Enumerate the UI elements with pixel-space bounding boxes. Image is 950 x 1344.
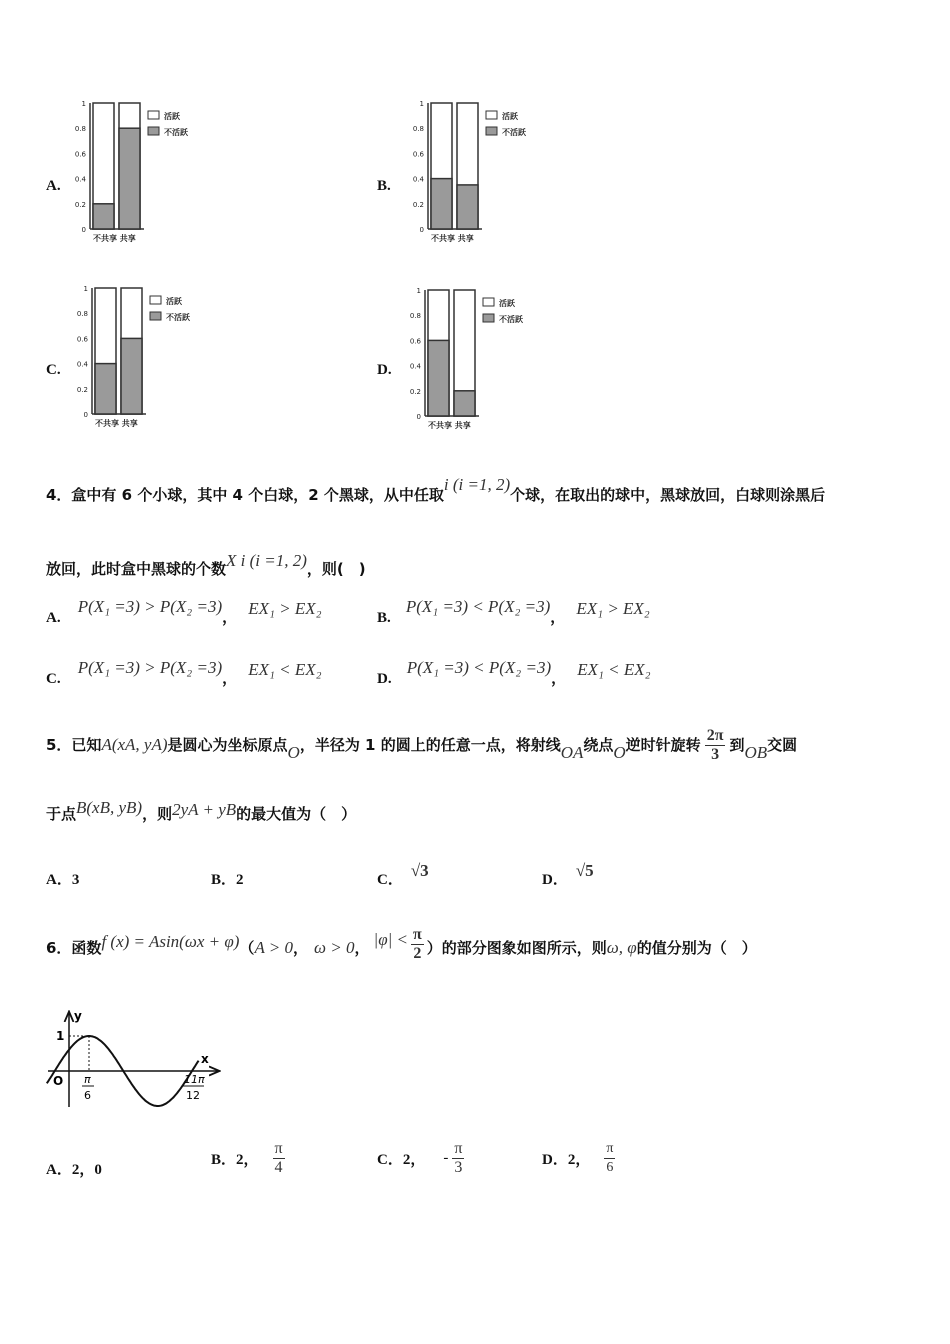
option-label: D．2， [542,1151,591,1168]
q6-math-func: f (x) = Asin(ωx + φ) [101,932,240,951]
bar-bottom-0 [428,340,449,416]
q5-option-a[interactable] [46,868,79,889]
fraction-denominator: 3 [454,1158,463,1176]
origin-label: O [53,1074,64,1088]
q3-chart-c [72,280,212,435]
option-expect: EX₁ < EX₂ [577,660,651,679]
bar-bottom-1 [121,338,142,414]
legend-swatch-0 [150,296,161,304]
tick-label: 0.8 [74,125,86,134]
tick-label: 0.4 [412,175,424,184]
q5-math-b: B(xB, yB) [76,798,143,817]
legend-swatch-0 [148,111,159,119]
legend-swatch-1 [148,127,159,135]
q5-text: 5．已知 [46,736,102,754]
option-label: D． [542,872,568,888]
q3-option-c-label: C. [46,362,61,378]
option-label: B. [377,610,391,626]
q5-text: 交圆 [767,736,798,754]
q6-option-b[interactable] [211,1136,285,1180]
q6-option-a[interactable] [46,1158,102,1179]
tick-label: 0 [83,411,88,419]
comma: ， [550,610,566,626]
q4-text: ，则( ) [306,560,366,578]
comma: ， [222,610,238,626]
q4-option-a[interactable] [46,597,322,627]
q5-math-o2: O [613,743,626,762]
x-label: x [201,1052,209,1066]
q5-math-ob: OB [744,743,768,762]
x-tick-11pi12-den: 12 [186,1089,200,1102]
q5-text: ，则 [142,805,173,823]
q6-math-phi: |φ| < [373,930,408,949]
fraction-numerator: π [413,926,422,943]
tick-label: 0.4 [76,360,88,369]
q5-option-d[interactable] [542,861,594,889]
q5-text: 绕点 [583,736,614,754]
q6-text: 的值分别为（ ） [636,939,757,957]
bar-bottom-0 [93,204,114,229]
option-value: √3 [410,861,429,880]
q6-text: 6．函数 [46,939,102,957]
tick-label: 0.4 [74,175,86,184]
bar-bottom-1 [457,185,478,229]
option-value: 3 [71,872,80,888]
option-label: A． [46,872,72,888]
tick-label: 0 [416,413,421,421]
legend-label-0: 活跃 [166,297,182,306]
q4-option-b[interactable] [377,597,650,627]
option-fraction [273,1140,285,1177]
option-label: C．2， [377,1151,426,1168]
option-prob: P(X₁ =3) < P(X₂ =3) [406,658,552,677]
q3-chart-b [408,95,548,250]
q5-math-o: O [287,743,300,762]
q5-stem-line1 [46,727,797,764]
bar-bottom-1 [454,391,475,416]
q3-option-d-label: D. [377,362,392,378]
fraction-denominator: 4 [274,1158,283,1176]
q3-chart-d [405,282,545,437]
option-label: A．2，0 [46,1162,102,1178]
fraction-numerator: π [604,1140,615,1159]
q5-option-c[interactable] [377,861,429,889]
option-label: B． [211,872,237,888]
comma: ， [222,671,238,687]
q4-text: 个球，在取出的球中，黑球放回，白球则涂黑后 [510,486,826,504]
q5-math-oa: OA [560,743,584,762]
tick-label: 1 [81,100,86,108]
option-fraction [452,1140,464,1177]
q4-math-i: i (i =1, 2) [443,475,511,494]
option-label: A. [46,610,61,626]
option-label: C． [377,872,403,888]
tick-label: 1 [416,287,421,295]
tick-label: 0.8 [76,310,88,319]
category-labels: 不共享 共享 [95,419,138,428]
legend-label-1: 不活跃 [502,128,526,137]
q6-math-omega: ω > 0 [314,938,355,957]
option-prob: P(X₁ =3) < P(X₂ =3) [405,597,551,616]
q5-text: 逆时针旋转 [625,736,701,754]
q4-text: 4．盒中有 6 个小球，其中 4 个白球，2 个黑球，从中任取 [46,486,444,504]
tick-label: 1 [419,100,424,108]
q3-chart-a [70,95,210,250]
legend-swatch-0 [486,111,497,119]
tick-label: 1 [83,285,88,293]
q6-stem [46,926,757,967]
q4-option-c[interactable] [46,658,322,688]
tick-label: 0 [419,226,424,234]
q5-option-b[interactable] [211,868,244,889]
q6-text: ， [293,939,309,957]
q6-fraction [411,926,424,963]
category-labels: 不共享 共享 [431,234,474,243]
option-fraction [604,1140,615,1177]
comma: ， [551,671,567,687]
q5-fraction [705,727,726,764]
q5-text: ，半径为 1 的圆上的任意一点，将射线 [299,736,561,754]
q4-option-d[interactable] [377,658,651,688]
q6-text: ， [354,939,370,957]
tick-label: 0.6 [76,335,88,344]
legend-label-1: 不活跃 [164,128,188,137]
q5-math-a: A(xA, yA) [101,735,168,754]
category-labels: 不共享 共享 [93,234,136,243]
legend-swatch-1 [150,312,161,320]
tick-label: 0.2 [412,200,424,209]
q5-text: 到 [729,736,745,754]
legend-swatch-0 [483,298,494,306]
option-label: C. [46,671,61,687]
legend-label-0: 活跃 [164,112,180,121]
q4-math-x: X i (i =1, 2) [226,551,307,570]
x-tick-11pi12-num: 11π [184,1073,205,1086]
category-labels: 不共享 共享 [428,421,471,430]
tick-label: 0.6 [409,337,421,346]
q5-text: 是圆心为坐标原点 [167,736,288,754]
q5-math-expr: 2yA + yB [172,800,237,819]
option-prob: P(X₁ =3) > P(X₂ =3) [77,597,223,616]
fraction-numerator: 2π [706,727,724,744]
bar-bottom-0 [95,364,116,414]
option-label: B．2， [211,1151,259,1168]
fraction-numerator: π [454,1139,463,1157]
q6-math-a: A > 0 [254,938,293,957]
x-tick-pi6-num: π [84,1073,91,1086]
fraction-denominator: 6 [606,1159,614,1175]
option-sign: - [443,1149,449,1166]
q4-stem-line1 [46,475,826,505]
tick-label: 0.2 [76,385,88,394]
option-expect: EX₁ > EX₂ [248,599,322,618]
bar-bottom-0 [431,179,452,229]
tick-label: 0.2 [74,200,86,209]
legend-swatch-1 [486,127,497,135]
q3-option-a-label: A. [46,178,61,194]
option-label: D. [377,671,392,687]
tick-label: 0.2 [409,387,421,396]
legend-swatch-1 [483,314,494,322]
y-label: y [74,1009,82,1023]
q6-option-c[interactable] [377,1136,464,1180]
option-expect: EX₁ < EX₂ [248,660,322,679]
option-value: 2 [236,872,244,888]
q5-text: 的最大值为（ ） [236,805,357,823]
tick-label: 0.4 [409,362,421,371]
fraction-denominator: 2 [413,945,422,962]
q6-math-vars: ω, φ [606,938,637,957]
tick-label: 0.8 [409,312,421,321]
legend-label-0: 活跃 [502,112,518,121]
tick-label: 0.6 [412,150,424,159]
y-tick-1: 1 [56,1029,65,1043]
q6-option-d[interactable] [542,1136,615,1180]
q3-option-b-label: B. [377,178,391,194]
legend-label-1: 不活跃 [499,315,523,324]
legend-label-1: 不活跃 [166,313,190,322]
option-expect: EX₁ > EX₂ [576,599,650,618]
q4-stem-line2 [46,551,366,579]
fraction-denominator: 3 [711,746,720,763]
tick-label: 0 [81,226,86,234]
q6-text: （ [239,939,255,957]
fraction-numerator: π [274,1139,283,1157]
q6-text: ）的部分图象如图所示，则 [426,939,607,957]
tick-label: 0.8 [412,125,424,134]
q4-text: 放回，此时盒中黑球的个数 [46,560,227,578]
tick-label: 0.6 [74,150,86,159]
q5-stem-line2 [46,798,357,824]
bar-bottom-1 [119,128,140,229]
option-value: √5 [575,861,594,880]
q6-sine-graph [40,1005,230,1115]
legend-label-0: 活跃 [499,299,515,308]
option-prob: P(X₁ =3) > P(X₂ =3) [77,658,223,677]
x-tick-pi6-den: 6 [84,1089,91,1102]
q5-text: 于点 [46,805,77,823]
